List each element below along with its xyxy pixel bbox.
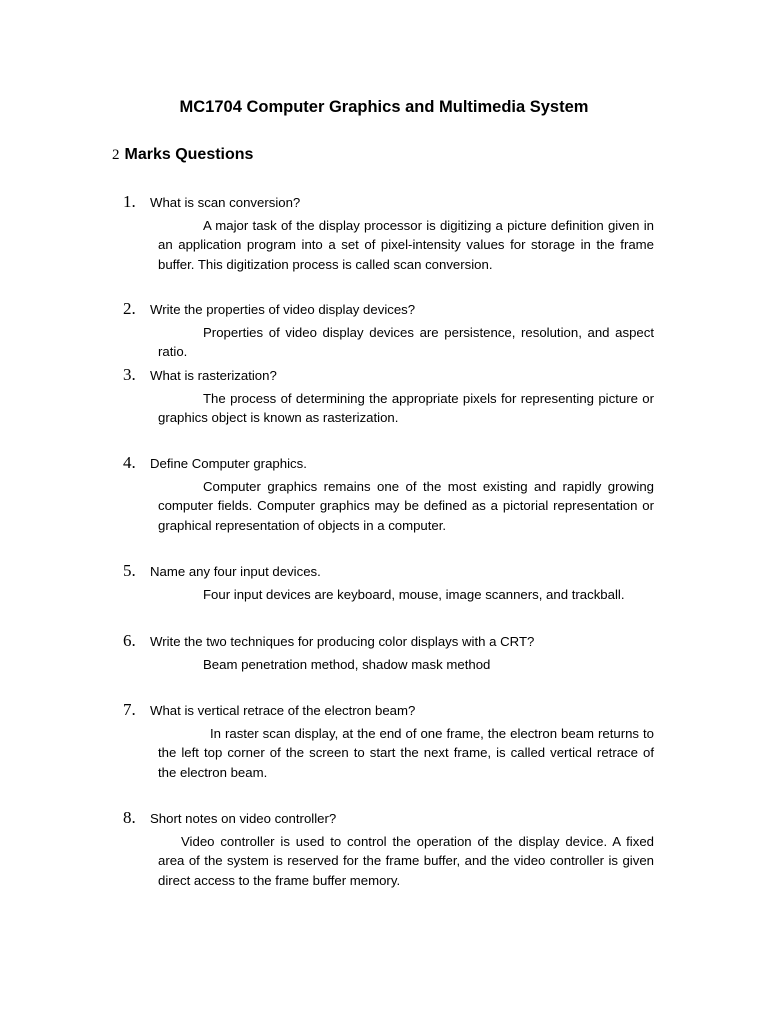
question-number: 1.	[123, 192, 136, 211]
answer-text: A major task of the display processor is digitizing a picture definition given in an application program into a set of pixel-intensity values for storage in the frame buffer. This digitization process is called scan conversion.	[158, 218, 654, 272]
question-number: 2.	[123, 299, 136, 318]
answer-text: Beam penetration method, shadow mask method	[203, 657, 491, 672]
question-number: 4.	[123, 453, 136, 472]
answer-text: The process of determining the appropriate pixels for representing picture or graphics object is known as rasterization.	[158, 391, 654, 426]
question-number: 7.	[123, 700, 136, 719]
answer-text: Video controller is used to control the operation of the display device. A fixed area of the system is reserved for the frame buffer, and the video controller is given direct access to the frame buffer memory.	[158, 834, 654, 888]
question-text: Name any four input devices.	[150, 564, 321, 579]
question-number: 6.	[123, 631, 136, 650]
answer-text: Four input devices are keyboard, mouse, image scanners, and trackball.	[203, 587, 625, 602]
question-text: Write the two techniques for producing color displays with a CRT?	[150, 634, 535, 649]
section-label: Marks Questions	[124, 146, 254, 163]
question-text: What is scan conversion?	[150, 195, 301, 210]
answer-text: In raster scan display, at the end of one frame, the electron beam returns to the left top corner of the screen to start the next frame, is called vertical retrace of the electron beam.	[158, 726, 654, 780]
question-number: 5.	[123, 561, 136, 580]
page-title: MC1704 Computer Graphics and Multimedia System	[179, 98, 589, 116]
answer-text: Properties of video display devices are persistence, resolution, and aspect ratio.	[158, 325, 654, 360]
question-text: Write the properties of video display devices?	[150, 302, 416, 317]
question-number: 8.	[123, 808, 136, 827]
question-text: Define Computer graphics.	[150, 456, 307, 471]
section-number: 2	[112, 147, 120, 163]
question-text: Short notes on video controller?	[150, 811, 337, 826]
answer-text: Computer graphics remains one of the most existing and rapidly growing computer fields. Computer graphics may be defined as a pictorial representation or graphical representation of objects in a computer.	[158, 479, 654, 533]
question-text: What is vertical retrace of the electron beam?	[150, 703, 416, 718]
question-number: 3.	[123, 365, 136, 384]
section-heading	[112, 144, 253, 166]
question-text: What is rasterization?	[150, 368, 277, 383]
